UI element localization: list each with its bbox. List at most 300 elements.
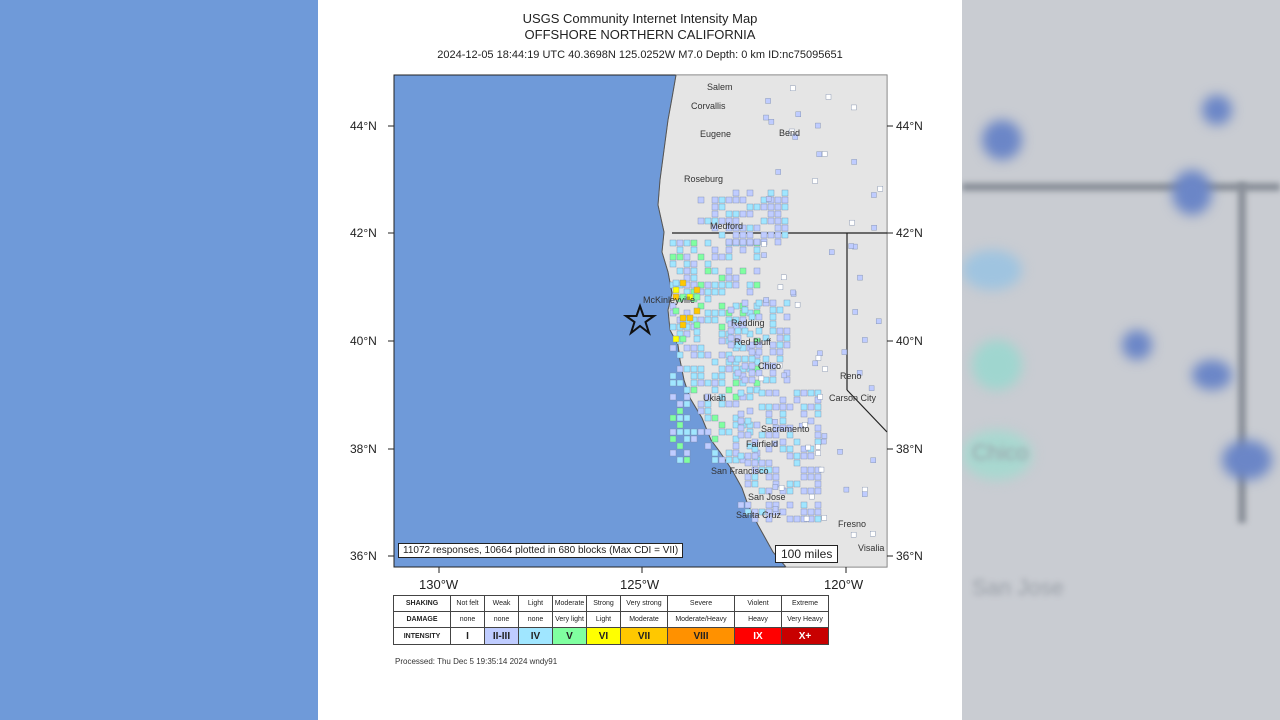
intensity-block [684, 240, 690, 246]
intensity-block [795, 302, 800, 307]
intensity-block [775, 204, 781, 210]
intensity-block [738, 418, 744, 424]
intensity-block [747, 211, 753, 217]
intensity-block [808, 404, 814, 410]
intensity-block [817, 351, 822, 356]
intensity-block [719, 352, 725, 358]
intensity-block [698, 366, 704, 372]
city-label: Fairfield [746, 439, 779, 449]
legend-cell: none [451, 612, 485, 628]
city-label: Fresno [838, 519, 867, 529]
intensity-block [762, 253, 767, 258]
intensity-block [775, 232, 781, 238]
intensity-block [747, 204, 753, 210]
intensity-block [726, 387, 732, 393]
intensity-block [684, 415, 690, 421]
intensity-block [782, 204, 788, 210]
intensity-block [691, 373, 697, 379]
intensity-block [726, 275, 732, 281]
city-label: Ukiah [703, 393, 727, 403]
intensity-block [787, 404, 793, 410]
intensity-block [705, 268, 711, 274]
intensity-block [782, 232, 788, 238]
intensity-block [712, 380, 718, 386]
lat-label-left-42: 42°N [350, 226, 377, 240]
intensity-block [815, 444, 820, 449]
intensity-block [705, 352, 711, 358]
intensity-block [691, 268, 697, 274]
intensity-block [684, 429, 690, 435]
intensity-block [781, 275, 786, 280]
intensity-block [691, 352, 697, 358]
legend-cell: Light [587, 612, 621, 628]
intensity-block [780, 404, 786, 410]
intensity-block [684, 366, 690, 372]
intensity-block [822, 151, 827, 156]
legend-cell: Violent [735, 596, 782, 612]
intensity-block [673, 287, 679, 293]
intensity-block [794, 390, 800, 396]
intensity-block [768, 204, 774, 210]
lon-label-125: 125°W [620, 577, 660, 592]
intensity-block [784, 328, 790, 334]
intensity-block [705, 408, 711, 414]
intensity-block [740, 247, 746, 253]
intensity-block [770, 328, 776, 334]
city-label: Chico [758, 361, 782, 371]
intensity-block [684, 261, 690, 267]
intensity-block [705, 429, 711, 435]
intensity-block [808, 509, 814, 515]
intensity-block [787, 516, 793, 522]
intensity-block [784, 300, 790, 306]
intensity-block [712, 282, 718, 288]
intensity-block [852, 159, 857, 164]
intensity-block [808, 390, 814, 396]
intensity-block [752, 453, 758, 459]
intensity-block [694, 287, 700, 293]
legend-intensity-cell: IX [735, 628, 782, 645]
intensity-block [691, 380, 697, 386]
intensity-block [705, 289, 711, 295]
legend-damage-row [394, 612, 829, 628]
intensity-block [761, 232, 767, 238]
intensity-block [719, 275, 725, 281]
intensity-block [801, 509, 807, 515]
intensity-block [719, 289, 725, 295]
city-label: Salem [707, 82, 733, 92]
intensity-block [857, 275, 862, 280]
lon-label-120: 120°W [824, 577, 864, 592]
intensity-block [747, 282, 753, 288]
intensity-block [766, 98, 771, 103]
intensity-block [829, 250, 834, 255]
intensity-block [705, 261, 711, 267]
intensity-block [813, 178, 818, 183]
intensity-block [670, 254, 676, 260]
intensity-block [733, 232, 739, 238]
intensity-block [801, 453, 807, 459]
intensity-block [754, 282, 760, 288]
intensity-block [733, 239, 739, 245]
intensity-block [738, 432, 744, 438]
legend-row-label: DAMAGE [394, 612, 451, 628]
intensity-block [680, 315, 686, 321]
event-info: 2024-12-05 18:44:19 UTC 40.3698N 125.0252W M7.0 Depth: 0 km ID:nc75095651 [437, 49, 843, 61]
intensity-block [712, 268, 718, 274]
intensity-block [770, 314, 776, 320]
intensity-block [719, 303, 725, 309]
intensity-block [787, 488, 793, 494]
intensity-block [742, 356, 748, 362]
intensity-block [851, 105, 856, 110]
intensity-block [733, 211, 739, 217]
intensity-block [728, 307, 734, 313]
intensity-block [759, 390, 765, 396]
intensity-block [815, 516, 821, 522]
legend-intensity-cell: IV [519, 628, 553, 645]
intensity-block [787, 481, 793, 487]
intensity-block [851, 532, 856, 537]
intensity-block [780, 439, 786, 445]
intensity-block [726, 366, 732, 372]
blurred-city-chico: Chico [972, 440, 1029, 465]
intensity-block [745, 481, 751, 487]
intensity-block [712, 204, 718, 210]
intensity-block [684, 436, 690, 442]
intensity-block [747, 239, 753, 245]
intensity-block [691, 247, 697, 253]
intensity-block [776, 169, 781, 174]
intensity-block [747, 289, 753, 295]
intensity-block [712, 450, 718, 456]
legend-shaking-row [394, 596, 829, 612]
intensity-block [670, 415, 676, 421]
intensity-block [794, 453, 800, 459]
intensity-block [677, 408, 683, 414]
intensity-block [705, 415, 711, 421]
city-label: Sacramento [761, 424, 810, 434]
intensity-block [712, 247, 718, 253]
intensity-block [719, 282, 725, 288]
intensity-block [719, 338, 725, 344]
intensity-block [768, 190, 774, 196]
intensity-block [719, 331, 725, 337]
intensity-block [694, 322, 700, 328]
intensity-block [670, 436, 676, 442]
intensity-block [719, 373, 725, 379]
intensity-block [791, 290, 796, 295]
intensity-block [777, 349, 783, 355]
intensity-block [782, 373, 787, 378]
intensity-block [778, 285, 783, 290]
intensity-block [712, 310, 718, 316]
intensity-block [705, 380, 711, 386]
intensity-block [694, 308, 700, 314]
intensity-block [853, 309, 858, 314]
intensity-block [775, 197, 781, 203]
lat-label-left-44: 44°N [350, 119, 377, 133]
intensity-block [670, 450, 676, 456]
intensity-block [747, 225, 753, 231]
intensity-block [787, 502, 793, 508]
intensity-block [670, 373, 676, 379]
responses-summary: 11072 responses, 10664 plotted in 680 blocks (Max CDI = VII) [398, 543, 683, 558]
intensity-block [801, 411, 807, 417]
intensity-block [719, 380, 725, 386]
intensity-block [677, 401, 683, 407]
intensity-block [862, 492, 867, 497]
intensity-block [871, 458, 876, 463]
intensity-block [813, 361, 818, 366]
lat-label-right-36: 36°N [896, 549, 923, 563]
intensity-block [677, 415, 683, 421]
intensity-block [698, 345, 704, 351]
intensity-block [749, 363, 755, 369]
intensity-block [677, 443, 683, 449]
legend-cell: none [519, 612, 553, 628]
intensity-block [815, 509, 821, 515]
intensity-block [677, 268, 683, 274]
intensity-block [738, 502, 744, 508]
intensity-block [691, 240, 697, 246]
intensity-block [773, 467, 779, 473]
intensity-block [759, 376, 764, 381]
intensity-block [733, 401, 739, 407]
intensity-block [777, 328, 783, 334]
intensity-block [719, 197, 725, 203]
legend-cell: Weak [485, 596, 519, 612]
intensity-block [766, 411, 772, 417]
intensity-block [815, 481, 821, 487]
intensity-block [769, 119, 774, 124]
intensity-block [719, 254, 725, 260]
intensity-block [698, 254, 704, 260]
intensity-block [870, 531, 875, 536]
intensity-block [747, 190, 753, 196]
intensity-block [759, 404, 765, 410]
intensity-block [780, 397, 786, 403]
intensity-block [677, 240, 683, 246]
lat-label-right-40: 40°N [896, 334, 923, 348]
intensity-block [815, 474, 821, 480]
intensity-block [815, 123, 820, 128]
intensity-block [761, 204, 767, 210]
legend-intensity-cell: V [553, 628, 587, 645]
intensity-block [684, 450, 690, 456]
intensity-block [735, 356, 741, 362]
intensity-block [733, 197, 739, 203]
intensity-block [691, 436, 697, 442]
intensity-block [712, 457, 718, 463]
intensity-block [740, 268, 746, 274]
intensity-block [766, 502, 772, 508]
intensity-block [819, 467, 824, 472]
intensity-block [766, 196, 771, 201]
intensity-block [794, 516, 800, 522]
intensity-block [677, 366, 683, 372]
intensity-block [712, 415, 718, 421]
intensity-block [794, 439, 800, 445]
intensity-block [818, 394, 823, 399]
city-label: Redding [731, 318, 765, 328]
processed-timestamp: Processed: Thu Dec 5 19:35:14 2024 wndy91 [395, 657, 558, 666]
map-title: USGS Community Internet Intensity Map [522, 11, 758, 26]
intensity-block [779, 485, 784, 490]
intensity-block [823, 367, 828, 372]
intensity-block [687, 315, 693, 321]
intensity-block [726, 247, 732, 253]
intensity-block [726, 211, 732, 217]
intensity-block [698, 197, 704, 203]
intensity-block [698, 218, 704, 224]
intensity-block [742, 307, 748, 313]
intensity-block [694, 336, 700, 342]
city-label: Red Bluff [734, 337, 771, 347]
legend-cell: Extreme [782, 596, 829, 612]
intensity-block [801, 467, 807, 473]
intensity-block [677, 422, 683, 428]
intensity-block [738, 425, 744, 431]
intensity-block [745, 502, 751, 508]
intensity-block [670, 394, 676, 400]
intensity-block [691, 275, 697, 281]
intensity-block [754, 204, 760, 210]
legend-intensity-cell: I [451, 628, 485, 645]
intensity-block [773, 404, 779, 410]
intensity-block [749, 349, 755, 355]
intensity-block [691, 387, 697, 393]
intensity-block [726, 254, 732, 260]
city-label: Reno [840, 371, 862, 381]
intensity-block [801, 502, 807, 508]
city-label: San Francisco [711, 466, 769, 476]
legend-intensity-cell: II-III [485, 628, 519, 645]
intensity-block [754, 239, 760, 245]
legend-intensity-row [394, 628, 829, 645]
intensity-block [670, 240, 676, 246]
intensity-block [806, 445, 811, 450]
city-label: Medford [710, 221, 744, 231]
intensity-block [749, 356, 755, 362]
intensity-block [745, 418, 751, 424]
city-label: Bend [779, 128, 801, 138]
intensity-block [787, 446, 793, 452]
intensity-block [670, 324, 676, 330]
legend-cell: Moderate [621, 612, 668, 628]
intensity-block [775, 225, 781, 231]
intensity-block [816, 451, 821, 456]
intensity-block [677, 247, 683, 253]
intensity-block [684, 457, 690, 463]
right-blurred-background [962, 0, 1280, 720]
intensity-block [756, 328, 762, 334]
intensity-block [782, 197, 788, 203]
intensity-block [719, 232, 725, 238]
intensity-block [742, 377, 748, 383]
intensity-block [756, 300, 762, 306]
intensity-block [782, 225, 788, 231]
intensity-block [782, 218, 788, 224]
intensity-block [733, 275, 739, 281]
legend-row-label: INTENSITY [394, 628, 451, 645]
intensity-block [809, 494, 814, 499]
intensity-block [673, 280, 679, 286]
intensity-block [719, 324, 725, 330]
intensity-block [749, 377, 755, 383]
legend-intensity-cell: VI [587, 628, 621, 645]
intensity-block [726, 450, 732, 456]
city-label: Corvallis [691, 101, 726, 111]
intensity-block [712, 289, 718, 295]
intensity-block [775, 211, 781, 217]
intensity-block [794, 481, 800, 487]
legend-intensity-cell: VII [621, 628, 668, 645]
intensity-block [817, 152, 822, 157]
intensity-block [712, 359, 718, 365]
intensity-block [794, 397, 800, 403]
intensity-block [677, 254, 683, 260]
intensity-block [712, 211, 718, 217]
intensity-block [698, 352, 704, 358]
intensity-block [801, 488, 807, 494]
intensity-block [872, 225, 877, 230]
intensity-block [808, 488, 814, 494]
legend-cell: Very light [553, 612, 587, 628]
intensity-block [754, 225, 760, 231]
intensity-block [726, 282, 732, 288]
intensity-block [752, 481, 758, 487]
intensity-block [787, 453, 793, 459]
city-label: Roseburg [684, 174, 724, 184]
intensity-block [726, 268, 732, 274]
intensity-block [726, 429, 732, 435]
intensity-block [822, 515, 827, 520]
legend-cell: Heavy [735, 612, 782, 628]
intensity-block [764, 297, 769, 302]
intensity-block [761, 242, 766, 247]
intensity-block [782, 190, 788, 196]
lat-label-right-44: 44°N [896, 119, 923, 133]
intensity-block [712, 436, 718, 442]
intensity-block [815, 488, 821, 494]
intensity-block [670, 380, 676, 386]
intensity-block [768, 211, 774, 217]
intensity-block [794, 460, 800, 466]
intensity-block [677, 380, 683, 386]
legend-cell: Severe [668, 596, 735, 612]
intensity-block [747, 387, 753, 393]
intensity-block [777, 342, 783, 348]
intensity-block [801, 404, 807, 410]
intensity-block [670, 345, 676, 351]
intensity-block [684, 268, 690, 274]
intensity-block [747, 408, 753, 414]
intensity-block [742, 328, 748, 334]
intensity-block [770, 321, 776, 327]
legend-intensity-cell: X+ [782, 628, 829, 645]
intensity-block [784, 342, 790, 348]
intensity-block [719, 366, 725, 372]
intensity-block [745, 432, 751, 438]
intensity-block [754, 254, 760, 260]
intensity-block [728, 328, 734, 334]
intensity-block [842, 350, 847, 355]
intensity-block [691, 366, 697, 372]
intensity-block [733, 282, 739, 288]
intensity-block [766, 390, 772, 396]
lon-label-130: 130°W [419, 577, 459, 592]
